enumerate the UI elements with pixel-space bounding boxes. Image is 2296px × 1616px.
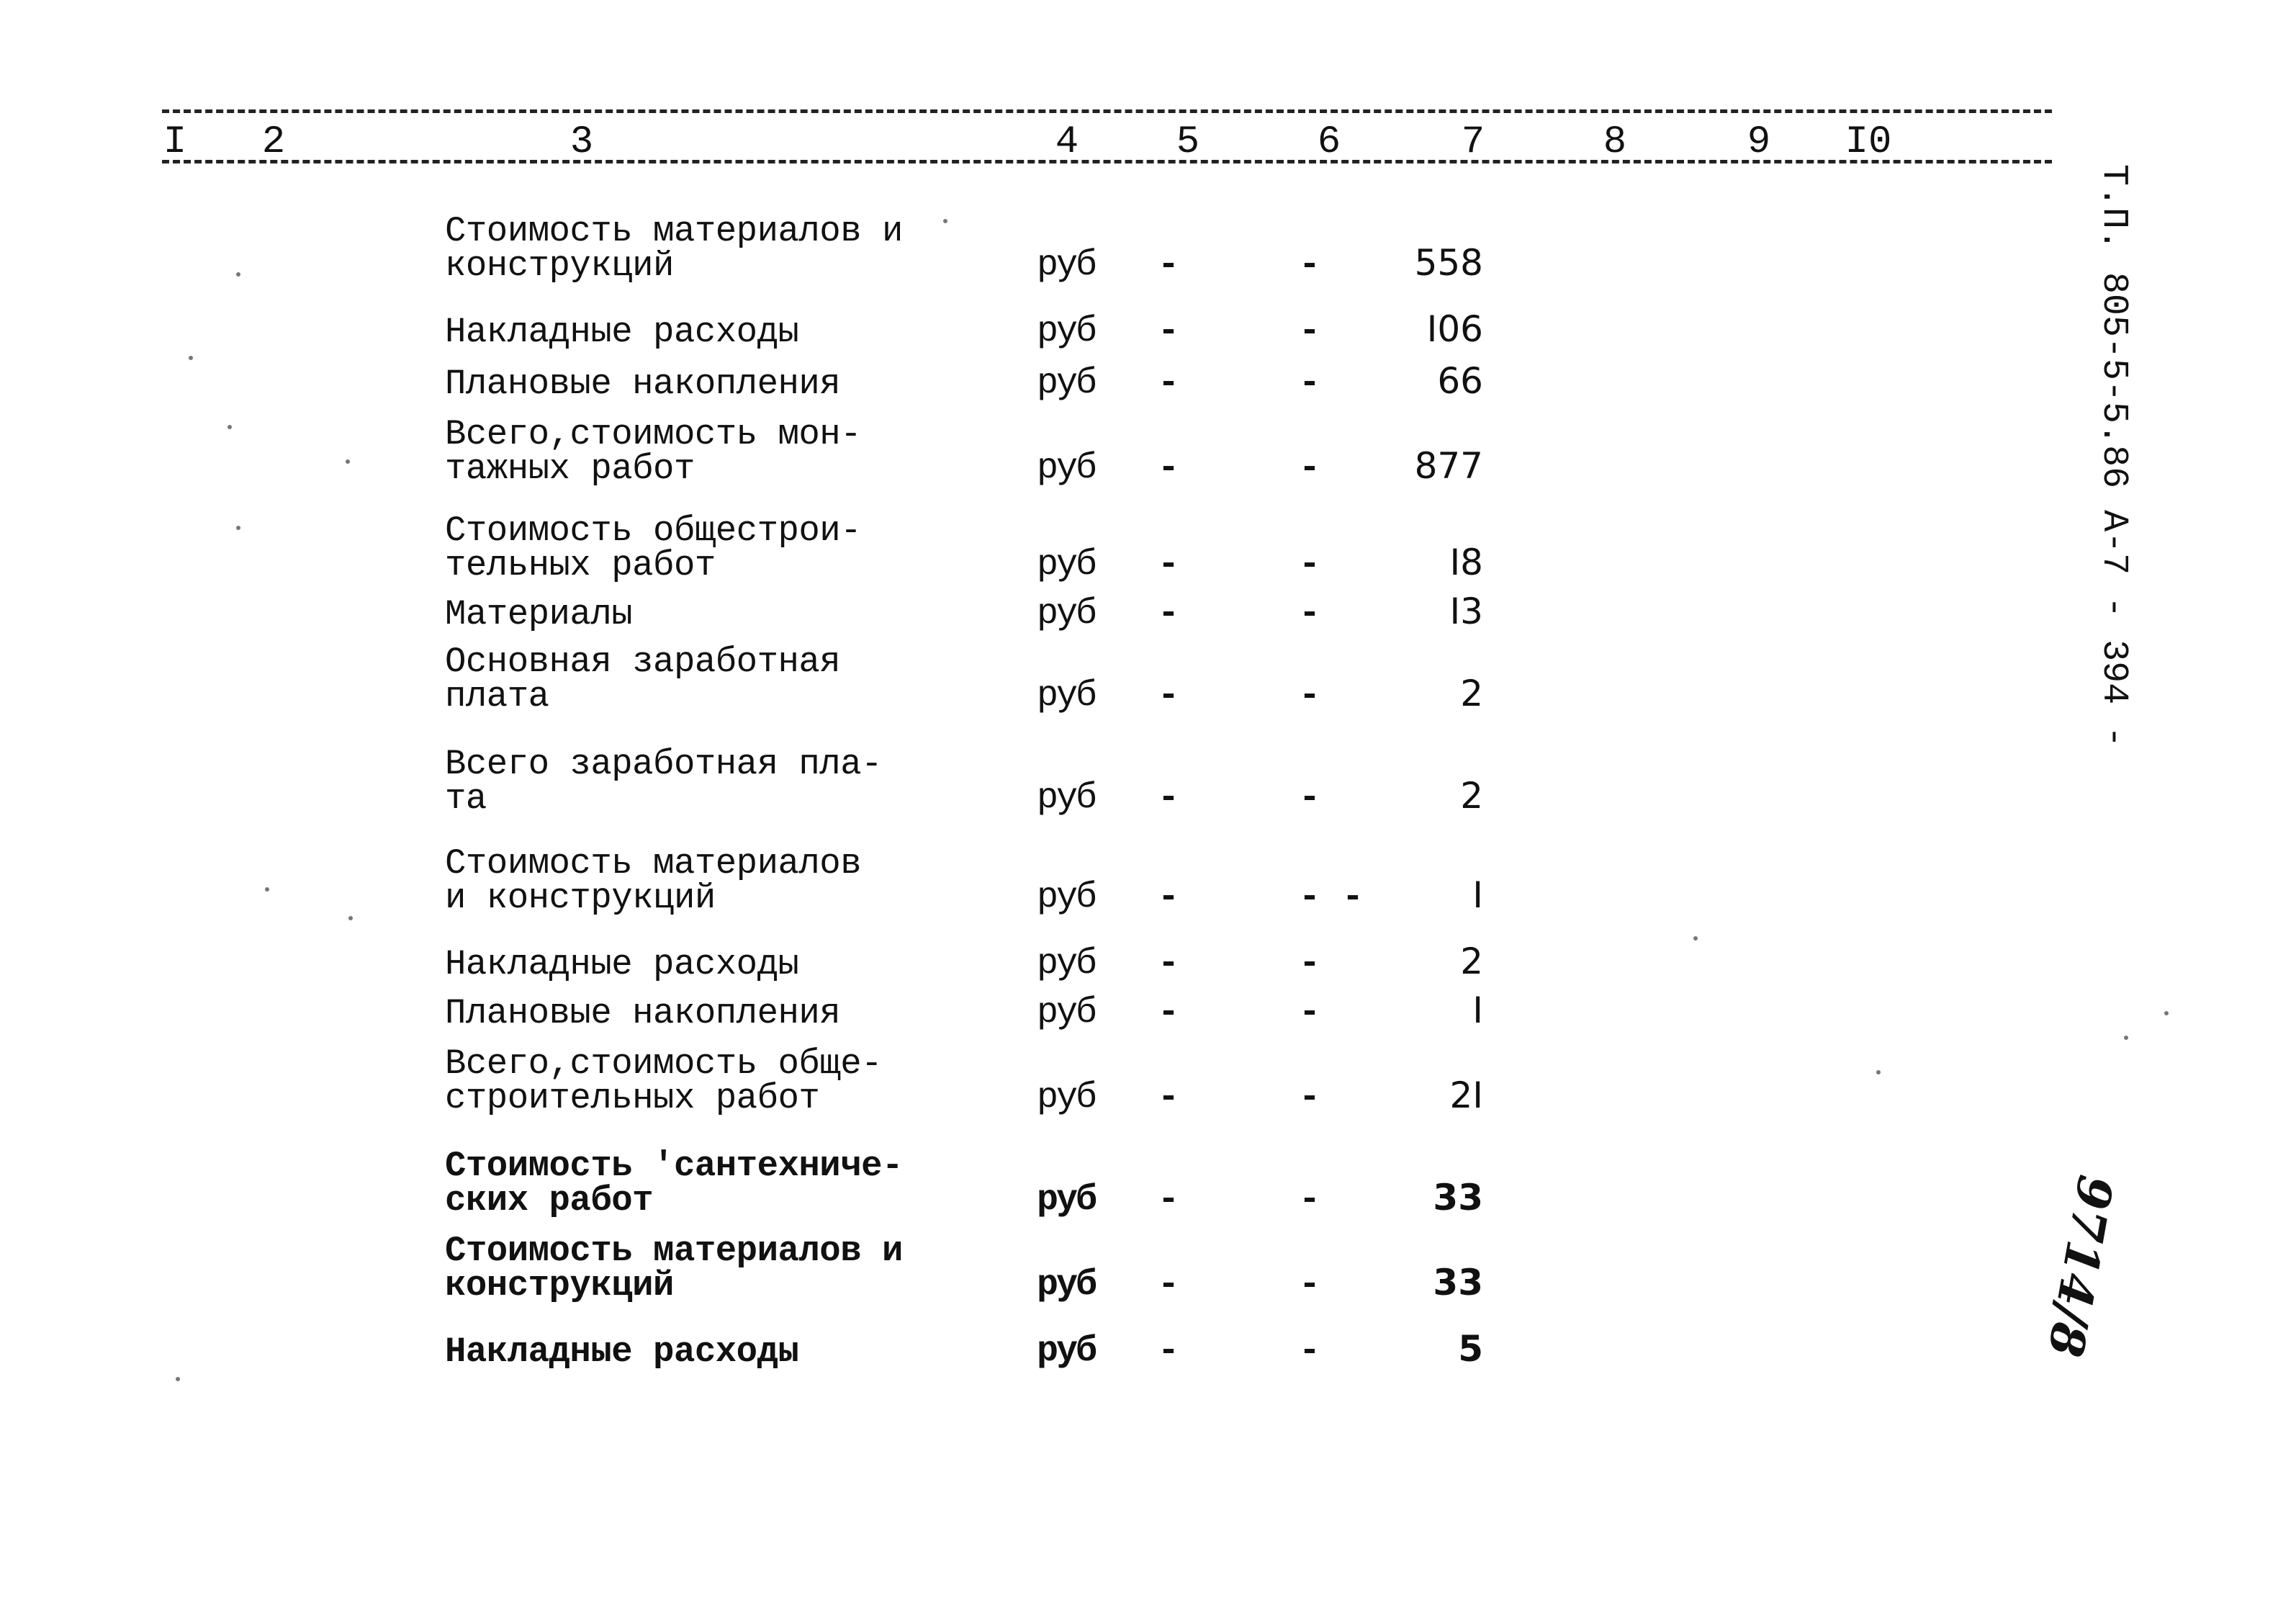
column-header-8: 8 bbox=[1603, 120, 1627, 164]
row-unit: руб bbox=[1037, 1265, 1096, 1306]
scan-speck bbox=[236, 526, 240, 530]
row-col6: - bbox=[1299, 363, 1321, 404]
row-col7: I bbox=[1472, 874, 1483, 916]
row-unit: руб bbox=[1037, 877, 1096, 918]
row-col6: - - bbox=[1299, 877, 1364, 918]
row-col6: - bbox=[1299, 245, 1321, 286]
row-desc-line: Накладные расходы bbox=[445, 312, 799, 352]
row-col6: - bbox=[1299, 778, 1321, 819]
row-desc-line: Материалы bbox=[445, 594, 633, 634]
row-unit: руб bbox=[1037, 1077, 1096, 1118]
row-desc-line: Основная заработная bbox=[445, 642, 841, 682]
scan-speck bbox=[1876, 1070, 1881, 1074]
scan-speck bbox=[2164, 1011, 2169, 1015]
row-desc-line: тажных работ bbox=[445, 449, 695, 489]
scan-speck bbox=[176, 1377, 180, 1381]
row-col6: - bbox=[1299, 992, 1321, 1033]
row-col7: I06 bbox=[1426, 308, 1483, 350]
row-col7: I8 bbox=[1449, 542, 1483, 583]
row-col6: - bbox=[1299, 1077, 1321, 1118]
row-col6: - bbox=[1299, 593, 1321, 634]
row-col5: - bbox=[1158, 778, 1180, 819]
row-desc-line: Накладные расходы bbox=[445, 944, 799, 984]
row-desc-line: Стоимость материалов bbox=[445, 843, 862, 884]
row-desc-line: Всего,стоимость мон- bbox=[445, 414, 862, 454]
column-header-6: 6 bbox=[1317, 120, 1341, 164]
row-col7: 33 bbox=[1433, 1177, 1483, 1218]
row-unit: руб bbox=[1037, 943, 1096, 984]
row-unit: руб bbox=[1037, 245, 1096, 286]
column-header-2: 2 bbox=[261, 120, 286, 164]
scan-speck bbox=[189, 356, 193, 360]
row-col6: - bbox=[1299, 943, 1321, 984]
row-desc-line: строительных работ bbox=[445, 1078, 820, 1118]
row-unit: руб bbox=[1037, 448, 1096, 489]
handwritten-note: 9714/8 bbox=[2037, 1171, 2124, 1361]
row-unit: руб bbox=[1037, 992, 1096, 1033]
row-col7: 2 bbox=[1460, 673, 1483, 714]
row-desc-line: Плановые накопления bbox=[445, 364, 841, 404]
row-col7: I3 bbox=[1449, 591, 1483, 632]
row-col5: - bbox=[1158, 593, 1180, 634]
row-col6: - bbox=[1299, 544, 1321, 585]
row-col5: - bbox=[1158, 1077, 1180, 1118]
row-col5: - bbox=[1158, 992, 1180, 1033]
row-desc-line: Плановые накопления bbox=[445, 993, 841, 1033]
row-col6: - bbox=[1299, 1265, 1321, 1306]
row-col7: 558 bbox=[1414, 242, 1483, 284]
row-desc-line: Накладные расходы bbox=[445, 1332, 799, 1372]
row-col5: - bbox=[1158, 943, 1180, 984]
row-unit: руб bbox=[1037, 544, 1096, 585]
row-col6: - bbox=[1299, 448, 1321, 489]
row-desc-line: Стоимость материалов и bbox=[445, 211, 903, 251]
row-desc-line: Стоимость общестрои- bbox=[445, 511, 862, 551]
row-col5: - bbox=[1158, 1180, 1180, 1221]
row-desc-line: конструкций bbox=[445, 246, 674, 286]
row-unit: руб bbox=[1037, 363, 1096, 404]
column-header-5: 5 bbox=[1176, 120, 1200, 164]
row-desc-line: и конструкций bbox=[445, 878, 716, 918]
row-col7: 2 bbox=[1460, 775, 1483, 817]
column-header-3: 3 bbox=[570, 120, 594, 164]
document-code-stamp: Т.П. 805-5-5.86 А-7 - 394 - bbox=[2093, 164, 2134, 748]
column-header-4: 4 bbox=[1055, 120, 1079, 164]
row-desc-line: Стоимость материалов и bbox=[445, 1231, 903, 1271]
row-col7: 877 bbox=[1414, 445, 1483, 487]
scan-speck bbox=[265, 887, 269, 892]
row-desc-line: тельных работ bbox=[445, 545, 716, 585]
row-col7: 5 bbox=[1458, 1328, 1483, 1370]
row-col5: - bbox=[1158, 245, 1180, 286]
row-unit: руб bbox=[1037, 311, 1096, 352]
row-desc-line: плата bbox=[445, 676, 549, 717]
scan-speck bbox=[236, 272, 240, 277]
row-col5: - bbox=[1158, 448, 1180, 489]
row-col5: - bbox=[1158, 675, 1180, 717]
scan-speck bbox=[346, 459, 350, 464]
scan-speck bbox=[943, 219, 947, 223]
row-col5: - bbox=[1158, 311, 1180, 352]
column-header-10: I0 bbox=[1845, 120, 1892, 164]
header-rule-top bbox=[162, 109, 2052, 113]
row-desc-line: Всего,стоимость обще- bbox=[445, 1043, 883, 1084]
column-header-1: I bbox=[163, 120, 187, 164]
row-unit: руб bbox=[1037, 675, 1096, 717]
row-unit: руб bbox=[1037, 1180, 1096, 1221]
scan-speck bbox=[1693, 936, 1698, 941]
row-desc-line: конструкций bbox=[445, 1265, 674, 1306]
row-col5: - bbox=[1158, 544, 1180, 585]
row-col5: - bbox=[1158, 363, 1180, 404]
row-col7: I bbox=[1472, 989, 1483, 1031]
scan-speck bbox=[348, 916, 353, 920]
row-desc-line: Стоимость 'сантехниче- bbox=[445, 1146, 903, 1186]
scan-speck bbox=[2124, 1036, 2128, 1040]
row-col7: 2 bbox=[1460, 941, 1483, 982]
row-col6: - bbox=[1299, 1331, 1321, 1372]
row-col6: - bbox=[1299, 675, 1321, 717]
row-desc-line: ских работ bbox=[445, 1180, 654, 1221]
column-header-7: 7 bbox=[1461, 120, 1485, 164]
row-col7: 33 bbox=[1433, 1262, 1483, 1303]
row-col6: - bbox=[1299, 1180, 1321, 1221]
row-unit: руб bbox=[1037, 1331, 1096, 1372]
row-desc-line: Всего заработная пла- bbox=[445, 744, 883, 784]
row-col5: - bbox=[1158, 1331, 1180, 1372]
row-col5: - bbox=[1158, 877, 1180, 918]
row-col5: - bbox=[1158, 1265, 1180, 1306]
column-header-9: 9 bbox=[1747, 120, 1771, 164]
row-unit: руб bbox=[1037, 778, 1096, 819]
row-desc-line: та bbox=[445, 778, 487, 819]
row-unit: руб bbox=[1037, 593, 1096, 634]
row-col7: 66 bbox=[1437, 360, 1483, 402]
scan-speck bbox=[228, 425, 232, 429]
row-col6: - bbox=[1299, 311, 1321, 352]
row-col7: 2I bbox=[1449, 1074, 1483, 1116]
